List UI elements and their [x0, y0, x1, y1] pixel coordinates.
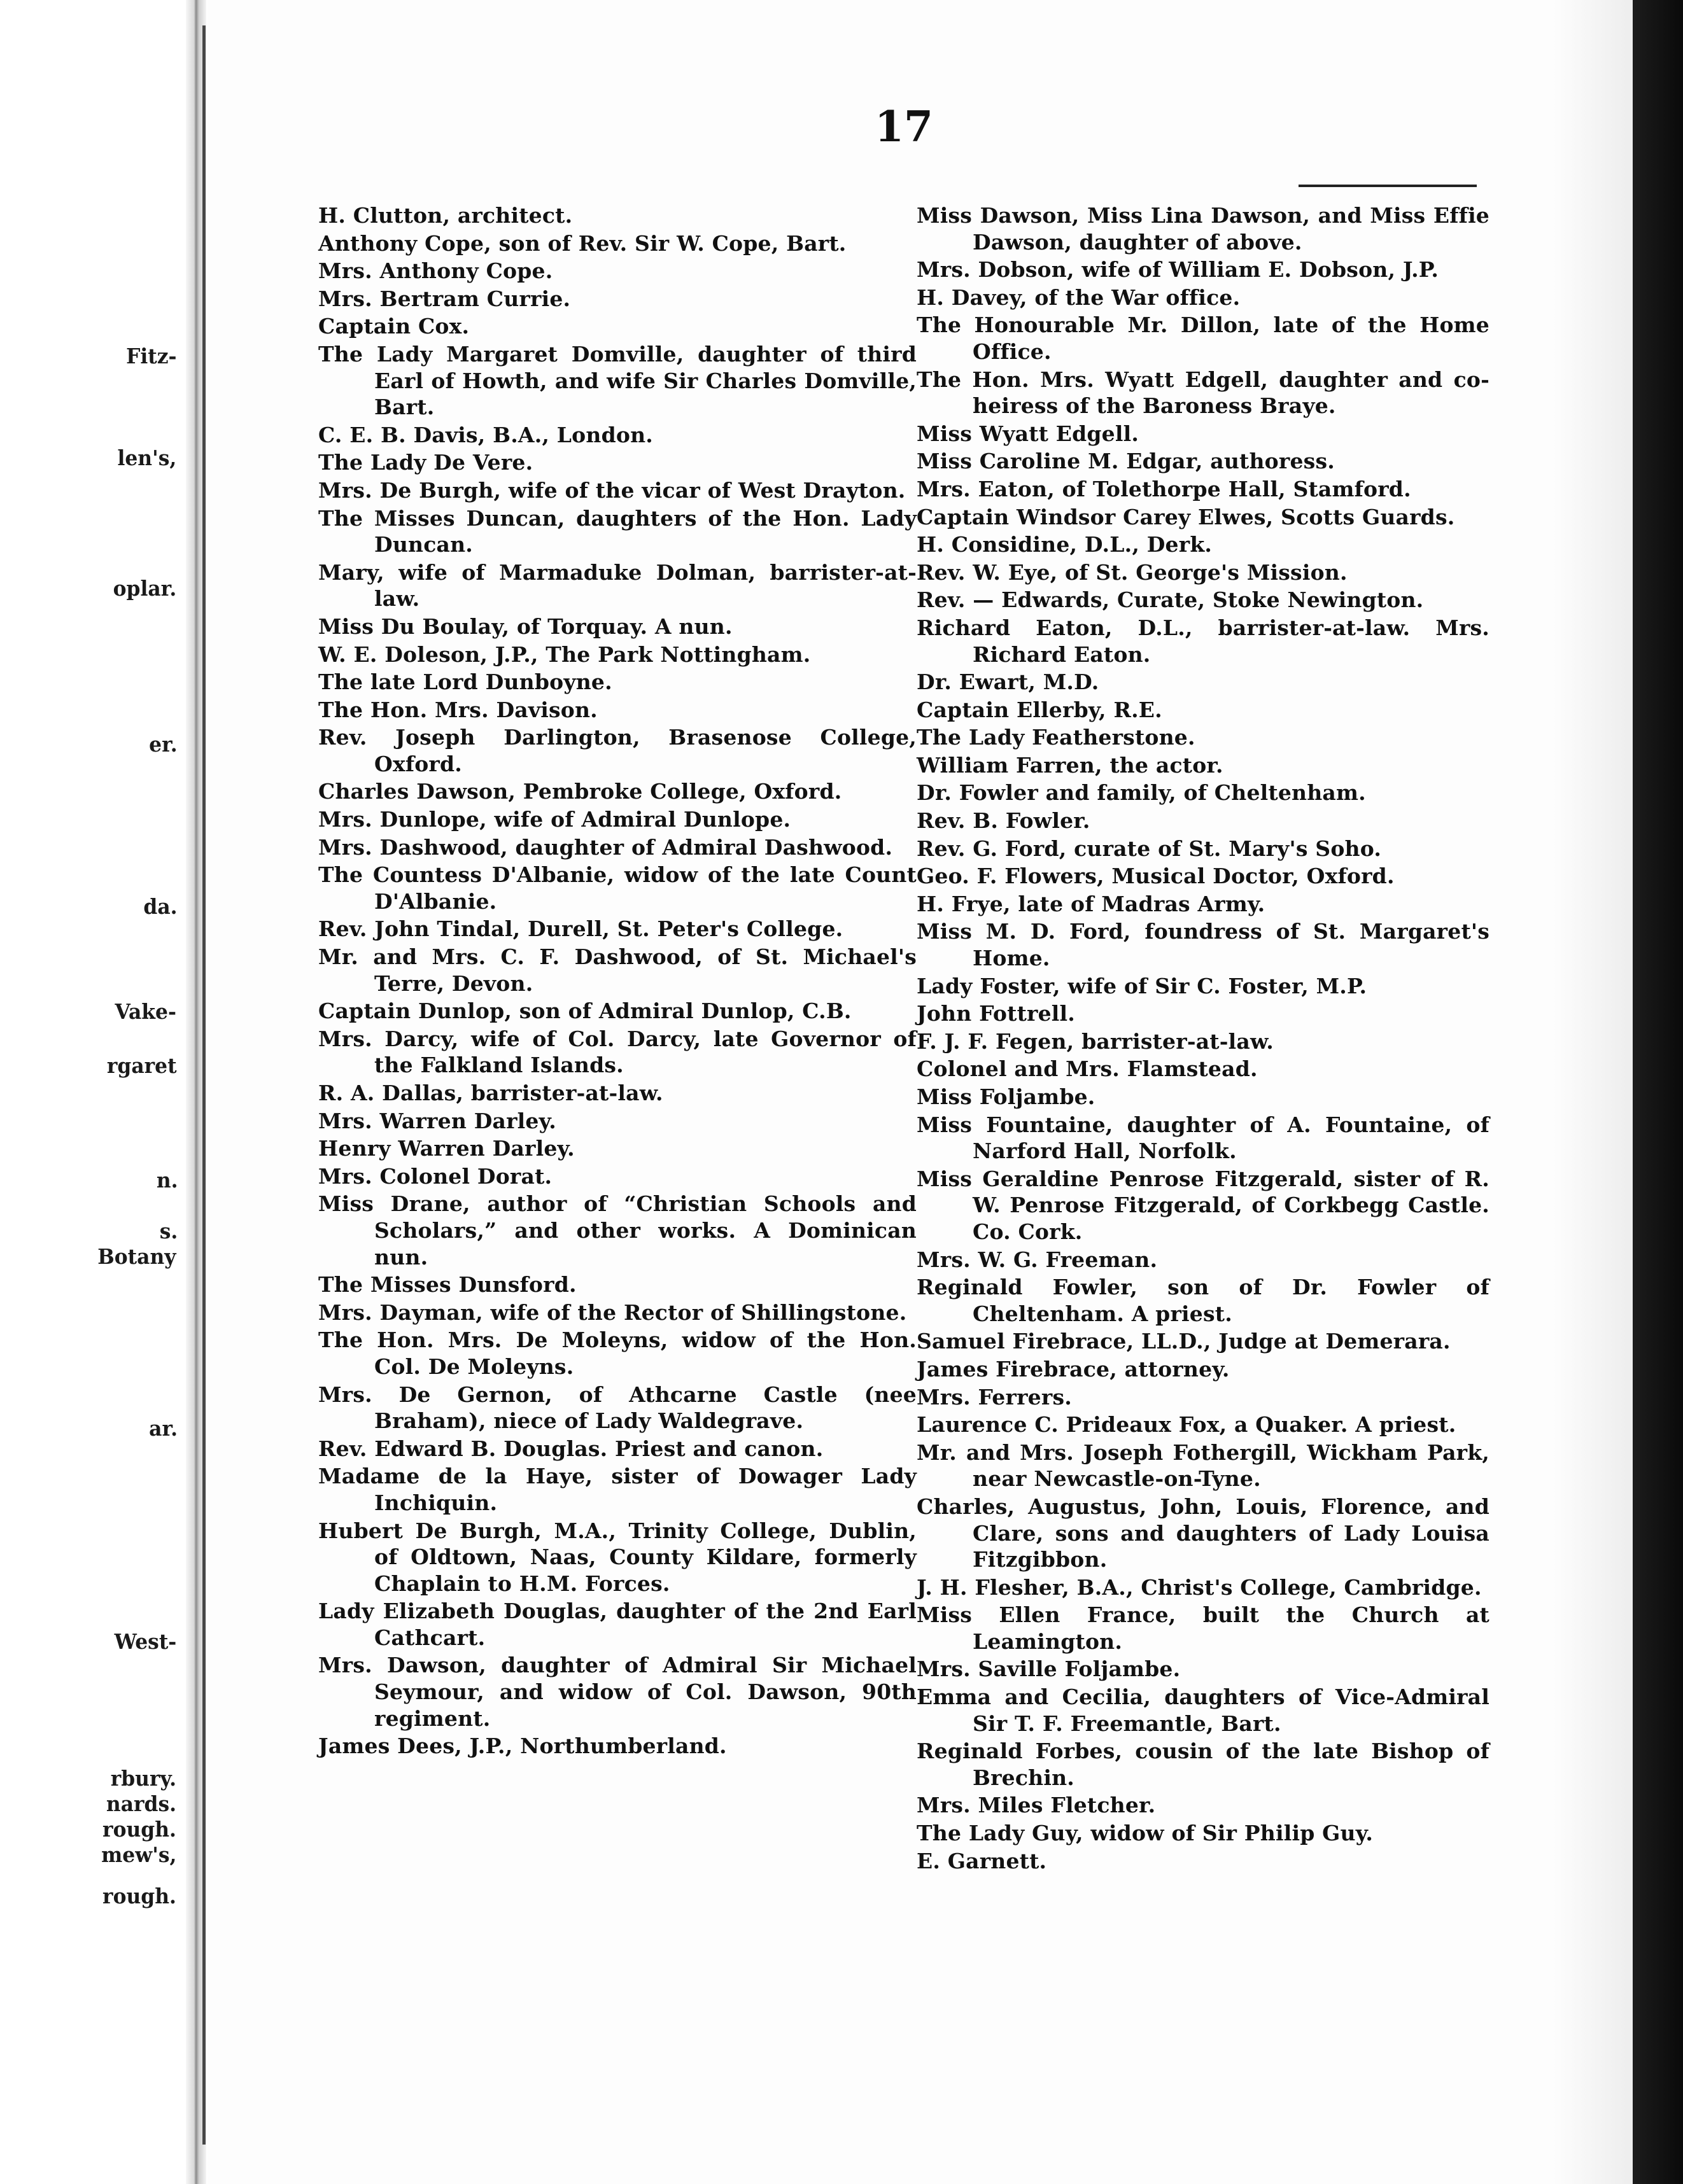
list-entry: The Countess D'Albanie, widow of the late Count D'Albanie.: [318, 862, 917, 914]
list-entry: Mrs. Bertram Currie.: [318, 286, 571, 311]
list-entry: Miss Foljambe.: [917, 1084, 1095, 1109]
list-entry: James Dees, J.P., Northumberland.: [318, 1733, 727, 1759]
gutter-line: [202, 25, 206, 2145]
list-entry: Mrs. Dayman, wife of the Rector of Shillingstone.: [318, 1299, 907, 1325]
list-entry: Samuel Firebrace, LL.D., Judge at Demerara.: [917, 1329, 1451, 1354]
list-entry: Miss Ellen France, built the Church at Leamington.: [917, 1602, 1489, 1654]
list-entry: W. E. Doleson, J.P., The Park Nottingham.: [318, 641, 811, 667]
list-entry: The Hon. Mrs. De Moleyns, widow of the Hon. Col. De Moleyns.: [318, 1327, 917, 1379]
list-entry: Miss Dawson, Miss Lina Dawson, and Miss Effie Dawson, daughter of above.: [917, 203, 1489, 255]
list-entry: Captain Windsor Carey Elwes, Scotts Guards.: [917, 504, 1455, 529]
list-entry: Colonel and Mrs. Flamstead.: [917, 1056, 1258, 1082]
list-entry: Charles Dawson, Pembroke College, Oxford.: [318, 779, 842, 804]
list-entry: Emma and Cecilia, daughters of Vice-Admiral Sir T. F. Freemantle, Bart.: [917, 1684, 1489, 1736]
list-entry: The Hon. Mrs. Davison.: [318, 697, 598, 722]
edge-fragment: Fitz-: [126, 344, 177, 368]
list-entry: Henry Warren Darley.: [318, 1136, 575, 1161]
list-entry: Rev. Joseph Darlington, Brasenose College, Oxford.: [318, 725, 917, 776]
list-entry: Mrs. Dunlope, wife of Admiral Dunlope.: [318, 807, 791, 832]
list-entry: C. E. B. Davis, B.A., London.: [318, 422, 653, 447]
list-entry: Mr. and Mrs. C. F. Dashwood, of St. Michael's Terre, Devon.: [318, 944, 917, 996]
list-entry: Rev. G. Ford, curate of St. Mary's Soho.: [917, 836, 1382, 861]
list-entry: Mary, wife of Marmaduke Dolman, barrister-at-law.: [318, 559, 917, 612]
list-entry: The Honourable Mr. Dillon, late of the Home Office.: [917, 312, 1489, 364]
edge-fragment: da.: [143, 894, 178, 919]
list-entry: Captain Dunlop, son of Admiral Dunlop, C.B.: [318, 998, 852, 1024]
list-entry: Mrs. Warren Darley.: [318, 1108, 556, 1133]
list-entry: Lady Foster, wife of Sir C. Foster, M.P.: [917, 973, 1367, 998]
edge-fragment: Vake-: [115, 999, 177, 1024]
list-entry: Rev. Edward B. Douglas. Priest and canon.: [318, 1436, 824, 1461]
edge-fragment: Botany: [97, 1244, 176, 1269]
list-entry: Mrs. Ferrers.: [917, 1384, 1072, 1410]
list-entry: R. A. Dallas, barrister-at-law.: [318, 1081, 663, 1105]
left-column: [318, 202, 917, 1761]
list-entry: Mrs. Eaton, of Tolethorpe Hall, Stamford.: [917, 476, 1411, 501]
list-entry: Mrs. De Burgh, wife of the vicar of West Drayton.: [318, 477, 906, 503]
edge-fragment: oplar.: [113, 576, 177, 601]
list-entry: Dr. Ewart, M.D.: [917, 669, 1099, 695]
list-entry: Charles, Augustus, John, Louis, Florence, and Clare, sons and daughters of Lady Louisa Fitzgibbon.: [917, 1494, 1489, 1572]
list-entry: Miss Drane, author of “Christian Schools and Scholars,” and other works. A Dominican nun.: [318, 1191, 917, 1270]
list-entry: William Farren, the actor.: [917, 752, 1223, 778]
list-entry: Captain Cox.: [318, 314, 470, 339]
edge-fragment: mew's,: [101, 1842, 176, 1867]
top-right-rule: [1299, 185, 1477, 187]
list-entry: Mrs. Colonel Dorat.: [318, 1163, 553, 1189]
list-entry: Richard Eaton, D.L., barrister-at-law. Mrs. Richard Eaton.: [917, 615, 1489, 667]
edge-fragment: ar.: [148, 1416, 178, 1441]
list-entry: H. Considine, D.L., Derk.: [917, 532, 1213, 557]
list-entry: H. Clutton, architect.: [318, 203, 573, 228]
list-entry: Geo. F. Flowers, Musical Doctor, Oxford.: [917, 864, 1395, 889]
list-entry: Lady Elizabeth Douglas, daughter of the 2nd Earl Cathcart.: [318, 1599, 917, 1650]
list-entry: Mrs. Dawson, daughter of Admiral Sir Michael Seymour, and widow of Col. Dawson, 90th regiment.: [318, 1653, 917, 1731]
list-entry: Captain Ellerby, R.E.: [917, 697, 1162, 722]
edge-fragment: s.: [159, 1219, 178, 1243]
list-entry: Anthony Cope, son of Rev. Sir W. Cope, Bart.: [318, 230, 847, 256]
edge-fragment: rough.: [102, 1884, 176, 1908]
list-entry: Rev. B. Fowler.: [917, 808, 1090, 834]
list-entry: Madame de la Haye, sister of Dowager Lady Inchiquin.: [318, 1464, 917, 1515]
list-entry: Mrs. Dashwood, daughter of Admiral Dashwood.: [318, 834, 893, 860]
list-entry: E. Garnett.: [917, 1848, 1047, 1873]
list-entry: F. J. F. Fegen, barrister-at-law.: [917, 1028, 1274, 1054]
list-entry: Mr. and Mrs. Joseph Fothergill, Wickham Park, near Newcastle-on-Tyne.: [917, 1439, 1489, 1492]
list-entry: Reginald Forbes, cousin of the late Bishop of Brechin.: [917, 1739, 1489, 1790]
list-entry: The Hon. Mrs. Wyatt Edgell, daughter and co-heiress of the Baroness Braye.: [917, 367, 1489, 419]
list-entry: Laurence C. Prideaux Fox, a Quaker. A priest.: [917, 1412, 1456, 1438]
list-entry: Rev. John Tindal, Durell, St. Peter's College.: [318, 916, 843, 942]
list-entry: H. Davey, of the War office.: [917, 284, 1241, 310]
edge-fragment: rbury.: [110, 1766, 177, 1791]
list-entry: The Lady Margaret Domville, daughter of third Earl of Howth, and wife Sir Charles Domville, Bart.: [318, 341, 917, 420]
list-entry: John Fottrell.: [917, 1001, 1075, 1026]
list-entry: Mrs. W. G. Freeman.: [917, 1247, 1158, 1272]
list-entry: Mrs. Anthony Cope.: [318, 258, 553, 284]
list-entry: Miss Fountaine, daughter of A. Fountaine, of Narford Hall, Norfolk.: [917, 1112, 1489, 1164]
list-entry: Mrs. De Gernon, of Athcarne Castle (nee Braham), niece of Lady Waldegrave.: [318, 1382, 917, 1434]
list-entry: Mrs. Saville Foljambe.: [917, 1656, 1181, 1682]
page-number: 17: [875, 102, 933, 151]
page-curl-shading: [1553, 0, 1636, 2184]
list-entry: Miss M. D. Ford, foundress of St. Margaret's Home.: [917, 919, 1489, 971]
list-entry: The Misses Dunsford.: [318, 1272, 577, 1298]
edge-fragment: West-: [114, 1629, 177, 1654]
list-entry: Miss Wyatt Edgell.: [917, 421, 1139, 446]
edge-fragment: rough.: [102, 1817, 176, 1842]
list-entry: The Lady Guy, widow of Sir Philip Guy.: [917, 1821, 1374, 1846]
edge-fragment: nards.: [106, 1791, 177, 1816]
list-entry: The Lady De Vere.: [318, 450, 533, 475]
right-column: [917, 202, 1489, 1875]
edge-fragment: len's,: [117, 445, 177, 470]
list-entry: Rev. W. Eye, of St. George's Mission.: [917, 559, 1348, 585]
list-entry: Dr. Fowler and family, of Cheltenham.: [917, 780, 1366, 806]
list-entry: J. H. Flesher, B.A., Christ's College, Cambridge.: [917, 1574, 1482, 1600]
list-entry: Mrs. Dobson, wife of William E. Dobson, J.P.: [917, 257, 1439, 283]
edge-fragment: er.: [149, 732, 178, 757]
list-entry: The Lady Featherstone.: [917, 725, 1195, 750]
list-entry: James Firebrace, attorney.: [917, 1356, 1230, 1382]
list-entry: Miss Du Boulay, of Torquay. A nun.: [318, 613, 733, 639]
list-entry: Hubert De Burgh, M.A., Trinity College, Dublin, of Oldtown, Naas, County Kildare, formerly Chaplain to H.M. Forces.: [318, 1518, 917, 1596]
list-entry: Miss Geraldine Penrose Fitzgerald, sister of R. W. Penrose Fitzgerald, of Corkbegg Castle. Co. Cork.: [917, 1166, 1489, 1244]
list-entry: Rev. — Edwards, Curate, Stoke Newington.: [917, 587, 1424, 613]
scan-dark-edge: [1633, 0, 1683, 2184]
list-entry: Miss Caroline M. Edgar, authoress.: [917, 449, 1335, 474]
list-entry: Mrs. Miles Fletcher.: [917, 1793, 1156, 1818]
list-entry: The late Lord Dunboyne.: [318, 669, 612, 695]
list-entry: The Misses Duncan, daughters of the Hon. Lady Duncan.: [318, 505, 917, 557]
list-entry: Reginald Fowler, son of Dr. Fowler of Cheltenham. A priest.: [917, 1275, 1489, 1326]
previous-page-edge: [0, 0, 178, 2184]
edge-fragment: rgaret: [106, 1053, 177, 1078]
list-entry: H. Frye, late of Madras Army.: [917, 891, 1265, 916]
list-entry: Mrs. Darcy, wife of Col. Darcy, late Governor of the Falkland Islands.: [318, 1026, 917, 1078]
edge-fragment: n.: [156, 1168, 178, 1193]
